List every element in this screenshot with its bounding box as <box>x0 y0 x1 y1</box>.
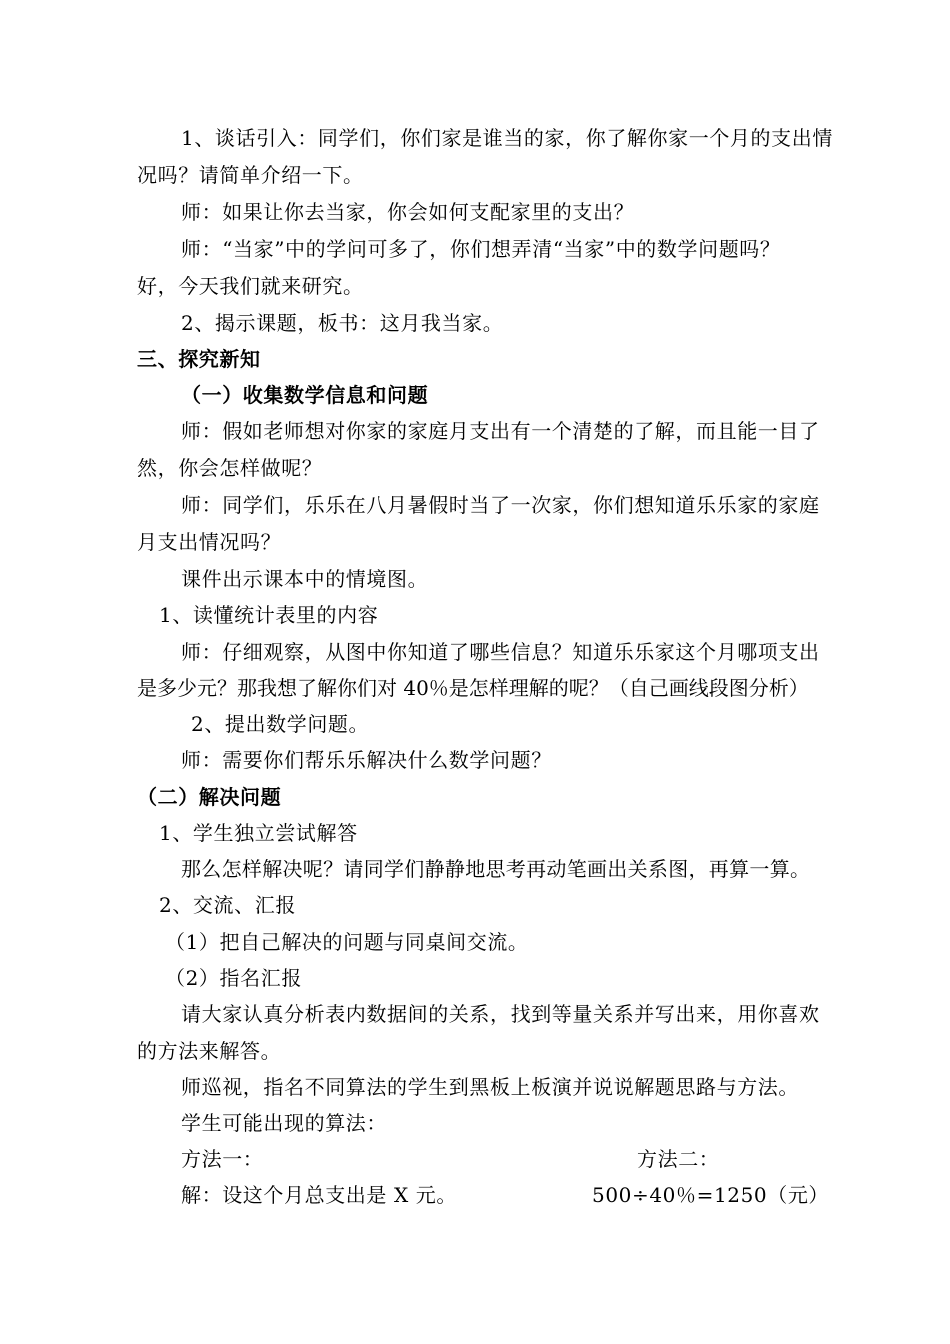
paragraph-line: 然，你会怎样做呢？ <box>137 456 323 480</box>
paragraph-line: 是多少元？那我想了解你们对 40％是怎样理解的呢？（自己画线段图分析） <box>137 676 809 700</box>
paragraph-line: 师：需要你们帮乐乐解决什么数学问题？ <box>181 748 552 772</box>
paragraph-line: 2、提出数学问题。 <box>191 712 370 736</box>
subsection-heading: （一）收集数学信息和问题 <box>181 383 429 407</box>
section-heading: 三、探究新知 <box>137 347 261 371</box>
paragraph-line: 的方法来解答。 <box>137 1039 282 1063</box>
paragraph-line: 请大家认真分析表内数据间的关系，找到等量关系并写出来，用你喜欢 <box>181 1002 820 1026</box>
paragraph-line: 那么怎样解决呢？请同学们静静地思考再动笔画出关系图，再算一算。 <box>181 857 811 881</box>
paragraph-line: 师：假如老师想对你家的家庭月支出有一个清楚的了解，而且能一目了 <box>181 419 820 443</box>
paragraph-line: 师：“当家”中的学问可多了，你们想弄清“当家”中的数学问题吗？ <box>181 237 781 261</box>
method-one-label: 方法一： <box>181 1147 264 1171</box>
method-two-solution: 500÷40％=1250（元） <box>592 1183 830 1207</box>
paragraph-line: （1）把自己解决的问题与同桌间交流。 <box>165 930 529 954</box>
paragraph-line: 1、读懂统计表里的内容 <box>159 603 379 627</box>
paragraph-line: 好，今天我们就来研究。 <box>137 274 364 298</box>
paragraph-line: 况吗？请简单介绍一下。 <box>137 163 364 187</box>
paragraph-line: 1、谈话引入：同学们，你们家是谁当的家，你了解你家一个月的支出情 <box>181 126 833 150</box>
paragraph-line: 师：如果让你去当家，你会如何支配家里的支出？ <box>181 200 635 224</box>
paragraph-line: 师：同学们，乐乐在八月暑假时当了一次家，你们想知道乐乐家的家庭 <box>181 493 820 517</box>
paragraph-line: 2、交流、汇报 <box>159 893 296 917</box>
paragraph-line: 1、学生独立尝试解答 <box>159 821 358 845</box>
subsection-heading: （二）解决问题 <box>137 785 282 809</box>
paragraph-line: 2、揭示课题，板书：这月我当家。 <box>181 311 504 335</box>
method-two-label: 方法二： <box>637 1147 720 1171</box>
paragraph-line: 师巡视，指名不同算法的学生到黑板上板演并说说解题思路与方法。 <box>181 1075 799 1099</box>
paragraph-line: 月支出情况吗？ <box>137 530 282 554</box>
paragraph-line: 师：仔细观察，从图中你知道了哪些信息？知道乐乐家这个月哪项支出 <box>181 640 820 664</box>
method-one-solution: 解：设这个月总支出是 X 元。 <box>181 1183 457 1207</box>
paragraph-line: 课件出示课本中的情境图。 <box>181 567 429 591</box>
paragraph-line: 学生可能出现的算法： <box>181 1111 387 1135</box>
paragraph-line: （2）指名汇报 <box>165 966 302 990</box>
